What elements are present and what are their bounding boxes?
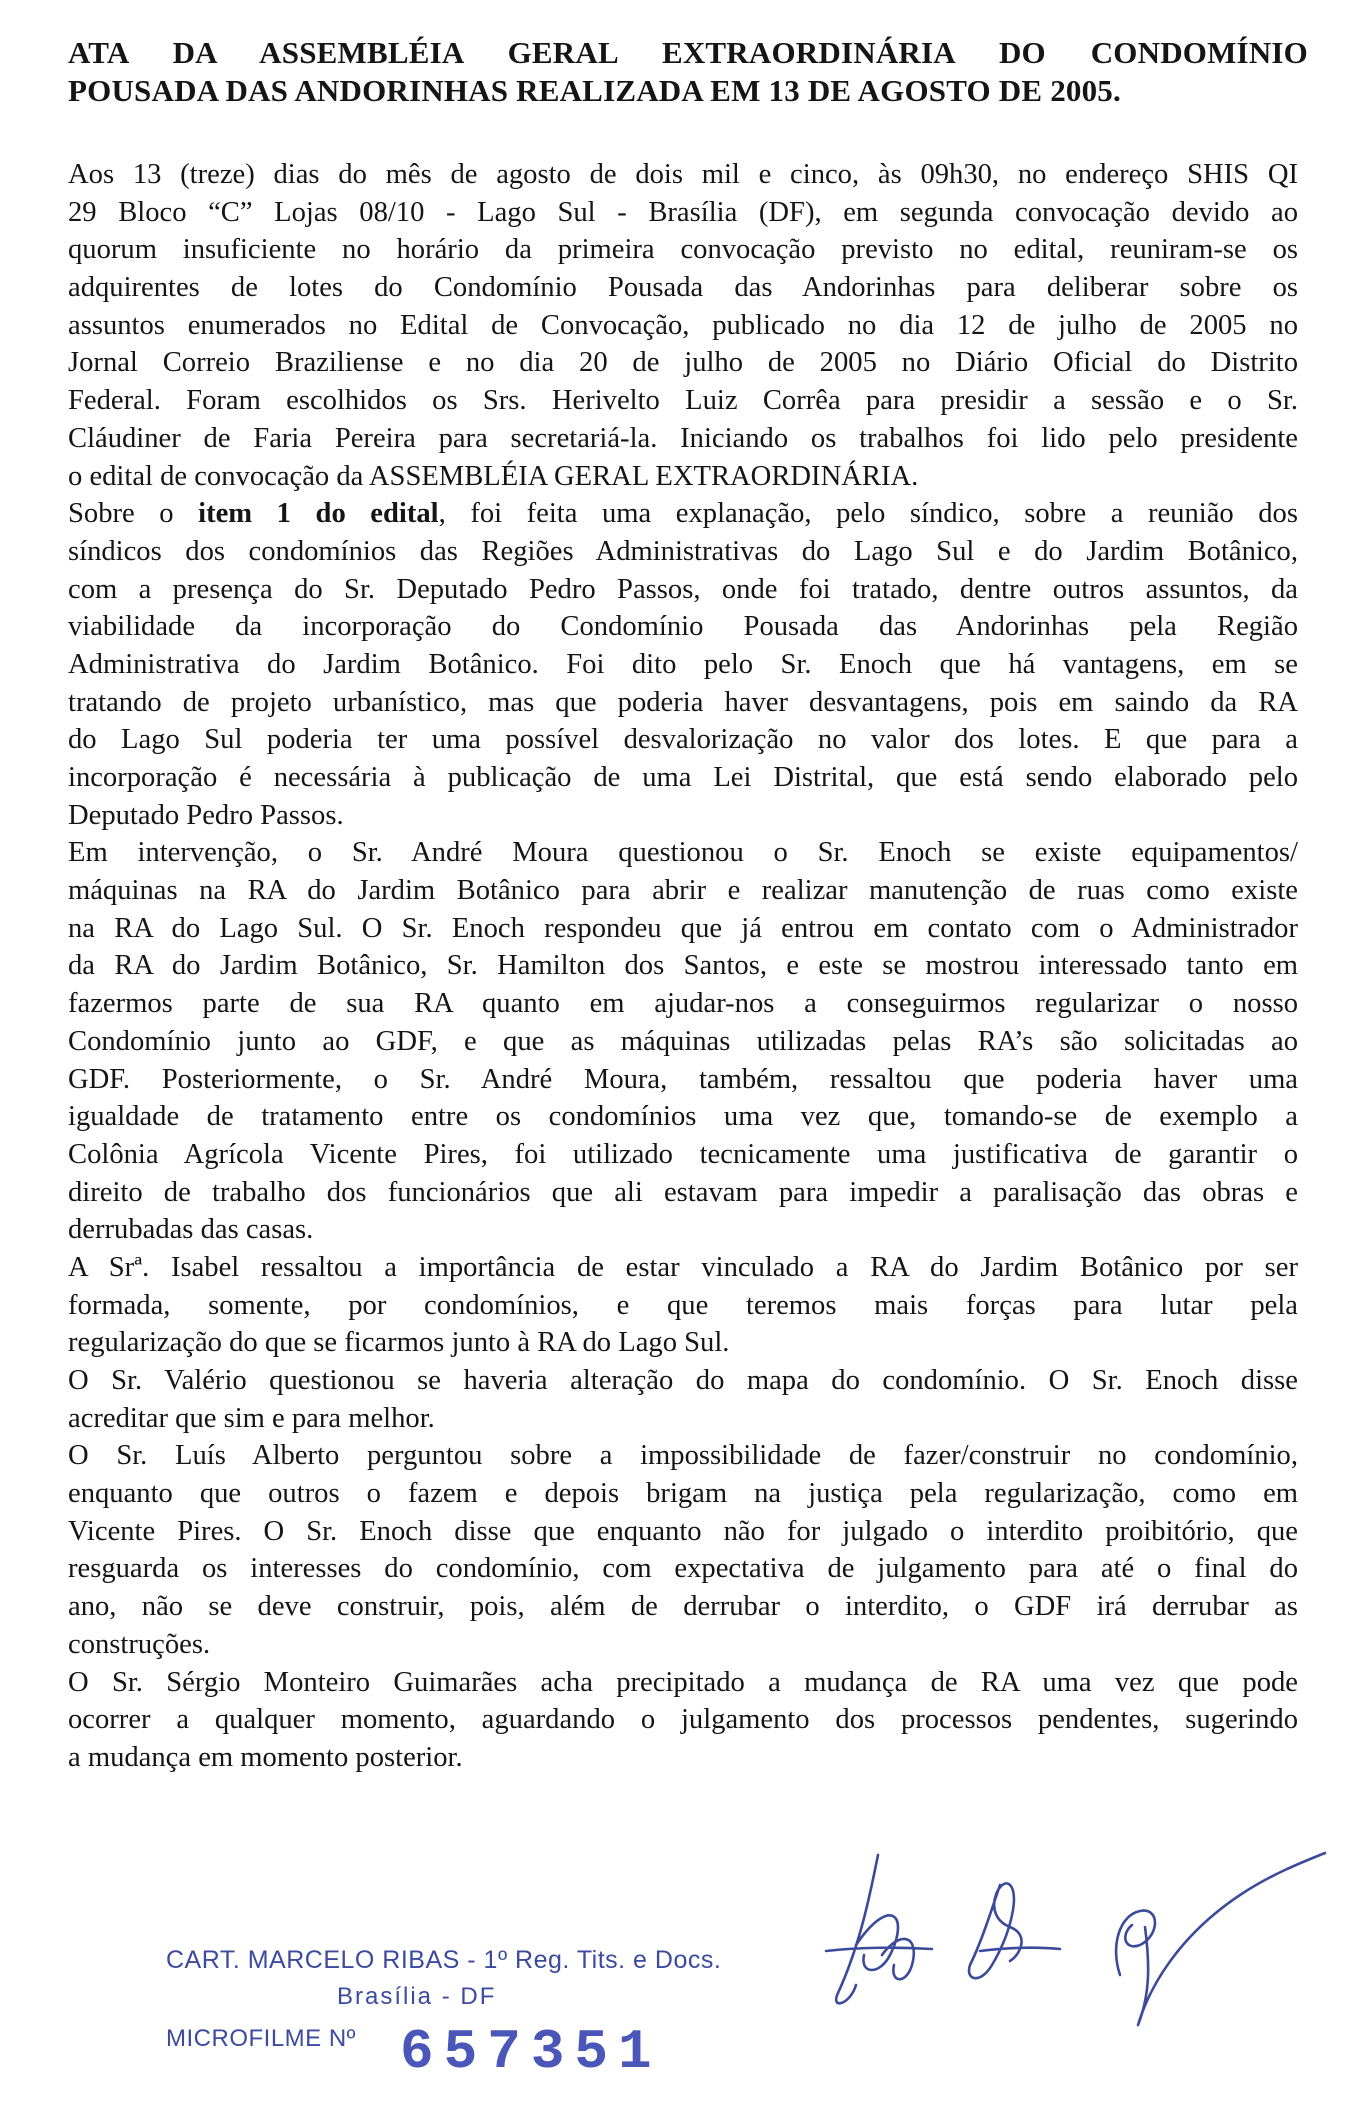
text-line: direito de trabalho dos funcionários que ali estavam para impedir a paralisação das obras e <box>68 1176 1298 1208</box>
text-line: síndicos dos condomínios das Regiões Administrativas do Lago Sul e do Jardim Botânico, <box>68 535 1298 567</box>
text-line: assuntos enumerados no Edital de Convocação, publicado no dia 12 de julho de 2005 no <box>68 309 1298 341</box>
text-line: Colônia Agrícola Vicente Pires, foi utilizado tecnicamente uma justificativa de garantir o <box>68 1138 1298 1170</box>
text-line: da RA do Jardim Botânico, Sr. Hamilton dos Santos, e este se mostrou interessado tanto em <box>68 950 1298 982</box>
text-line <box>68 495 1298 533</box>
text-span: Sobre o <box>68 498 199 530</box>
microfilm-label: MICROFILME Nº <box>166 2025 356 2052</box>
text-line: na RA do Lago Sul. O Sr. Enoch respondeu que já entrou em contato com o Administrador <box>68 912 1298 944</box>
text-line: acreditar que sim e para melhor. <box>68 1402 435 1434</box>
text-line: Aos 13 (treze) dias do mês de agosto de dois mil e cinco, às 09h30, no endereço SHIS QI <box>68 159 1298 190</box>
text-line: GDF. Posteriormente, o Sr. André Moura, também, ressaltou que poderia haver uma <box>68 1063 1298 1095</box>
microfilm-number: 657351 <box>400 2020 662 2084</box>
signatures <box>820 1835 1340 2035</box>
text-line: A Srª. Isabel ressaltou a importância de estar vinculado a RA do Jardim Botânico por ser <box>68 1251 1298 1283</box>
text-line: regularização do que se ficarmos junto à RA do Lago Sul. <box>68 1327 730 1359</box>
text-line: o edital de convocação da ASSEMBLÉIA GERAL EXTRAORDINÁRIA. <box>68 460 919 492</box>
text-line: Jornal Correio Braziliense e no dia 20 de julho de 2005 no Diário Oficial do Distrito <box>68 347 1298 379</box>
signature-2 <box>969 1883 1060 1978</box>
title-line-2: POUSADA DAS ANDORINHAS REALIZADA EM 13 DE AGOSTO DE 2005. <box>68 73 1121 108</box>
text-line: viabilidade da incorporação do Condomínio Pousada das Andorinhas pela Região <box>68 611 1298 643</box>
handwritten-signatures <box>820 1835 1340 2035</box>
text-line: Deputado Pedro Passos. <box>68 799 344 831</box>
document-title <box>68 34 1308 110</box>
signature-1 <box>826 1855 932 2003</box>
text-line: O Sr. Luís Alberto perguntou sobre a impossibilidade de fazer/construir no condomínio, <box>68 1440 1298 1472</box>
title-line-1: ATA DA ASSEMBLÉIA GERAL EXTRAORDINÁRIA DO CONDOMÍNIO <box>68 35 1308 70</box>
text-line: enquanto que outros o fazem e depois brigam na justiça pela regularização, como em <box>68 1478 1298 1510</box>
text-line: máquinas na RA do Jardim Botânico para abrir e realizar manutenção de ruas como existe <box>68 875 1298 907</box>
text-line: igualdade de tratamento entre os condomínios uma vez que, tomando-se de exemplo a <box>68 1101 1298 1133</box>
text-line: Administrativa do Jardim Botânico. Foi dito pelo Sr. Enoch que há vantagens, em se <box>68 648 1298 680</box>
text-line: quorum insuficiente no horário da primeira convocação previsto no edital, reuniram-se os <box>68 234 1298 266</box>
text-line: tratando de projeto urbanístico, mas que poderia haver desvantagens, pois em saindo da RA <box>68 686 1298 718</box>
text-span: , foi feita uma explanação, pelo síndico, sobre a reunião dos <box>438 498 1298 530</box>
text-line: resguarda os interesses do condomínio, com expectativa de julgamento para até o final do <box>68 1553 1298 1585</box>
text-line: 29 Bloco “C” Lojas 08/10 - Lago Sul - Brasília (DF), em segunda convocação devido ao <box>68 196 1298 228</box>
text-line: Federal. Foram escolhidos os Srs. Herivelto Luiz Corrêa para presidir a sessão e o Sr. <box>68 385 1298 417</box>
text-line: ocorrer a qualquer momento, aguardando o julgamento dos processos pendentes, sugerindo <box>68 1704 1298 1736</box>
text-line: Condomínio junto ao GDF, e que as máquinas utilizadas pelas RA’s são solicitadas ao <box>68 1025 1298 1057</box>
text-line: construções. <box>68 1628 211 1660</box>
text-line: com a presença do Sr. Deputado Pedro Passos, onde foi tratado, dentre outros assuntos, da <box>68 573 1298 605</box>
text-line: fazermos parte de sua RA quanto em ajudar-nos a conseguirmos regularizar o nosso <box>68 988 1298 1020</box>
registry-stamp-line-1: CART. MARCELO RIBAS - 1º Reg. Tits. e Docs. <box>166 1946 722 1974</box>
text-line: formada, somente, por condomínios, e que teremos mais forças para lutar pela <box>68 1289 1298 1321</box>
text-line: Vicente Pires. O Sr. Enoch disse que enquanto não for julgado o interdito proibitório, que <box>68 1515 1298 1547</box>
signature-3 <box>1116 1853 1325 2025</box>
text-line: derrubadas das casas. <box>68 1214 314 1246</box>
text-line: Cláudiner de Faria Pereira para secretariá-la. Iniciando os trabalhos foi lido pelo presidente <box>68 422 1298 454</box>
item-reference: item 1 do edital <box>198 498 439 530</box>
text-line: O Sr. Sérgio Monteiro Guimarães acha precipitado a mudança de RA uma vez que pode <box>68 1666 1298 1698</box>
minutes-body <box>68 156 1298 1777</box>
text-line: do Lago Sul poderia ter uma possível desvalorização no valor dos lotes. E que para a <box>68 724 1298 756</box>
text-line: Em intervenção, o Sr. André Moura questionou o Sr. Enoch se existe equipamentos/ <box>68 837 1298 869</box>
text-line: a mudança em momento posterior. <box>68 1741 463 1773</box>
text-line: incorporação é necessária à publicação de uma Lei Distrital, que está sendo elaborado pelo <box>68 762 1298 793</box>
text-line: O Sr. Valério questionou se haveria alteração do mapa do condomínio. O Sr. Enoch disse <box>68 1365 1298 1396</box>
text-line: adquirentes de lotes do Condomínio Pousada das Andorinhas para deliberar sobre os <box>68 272 1298 304</box>
registry-stamp-line-2: Brasília - DF <box>337 1983 497 2010</box>
text-line: ano, não se deve construir, pois, além de derrubar o interdito, o GDF irá derrubar as <box>68 1591 1298 1623</box>
